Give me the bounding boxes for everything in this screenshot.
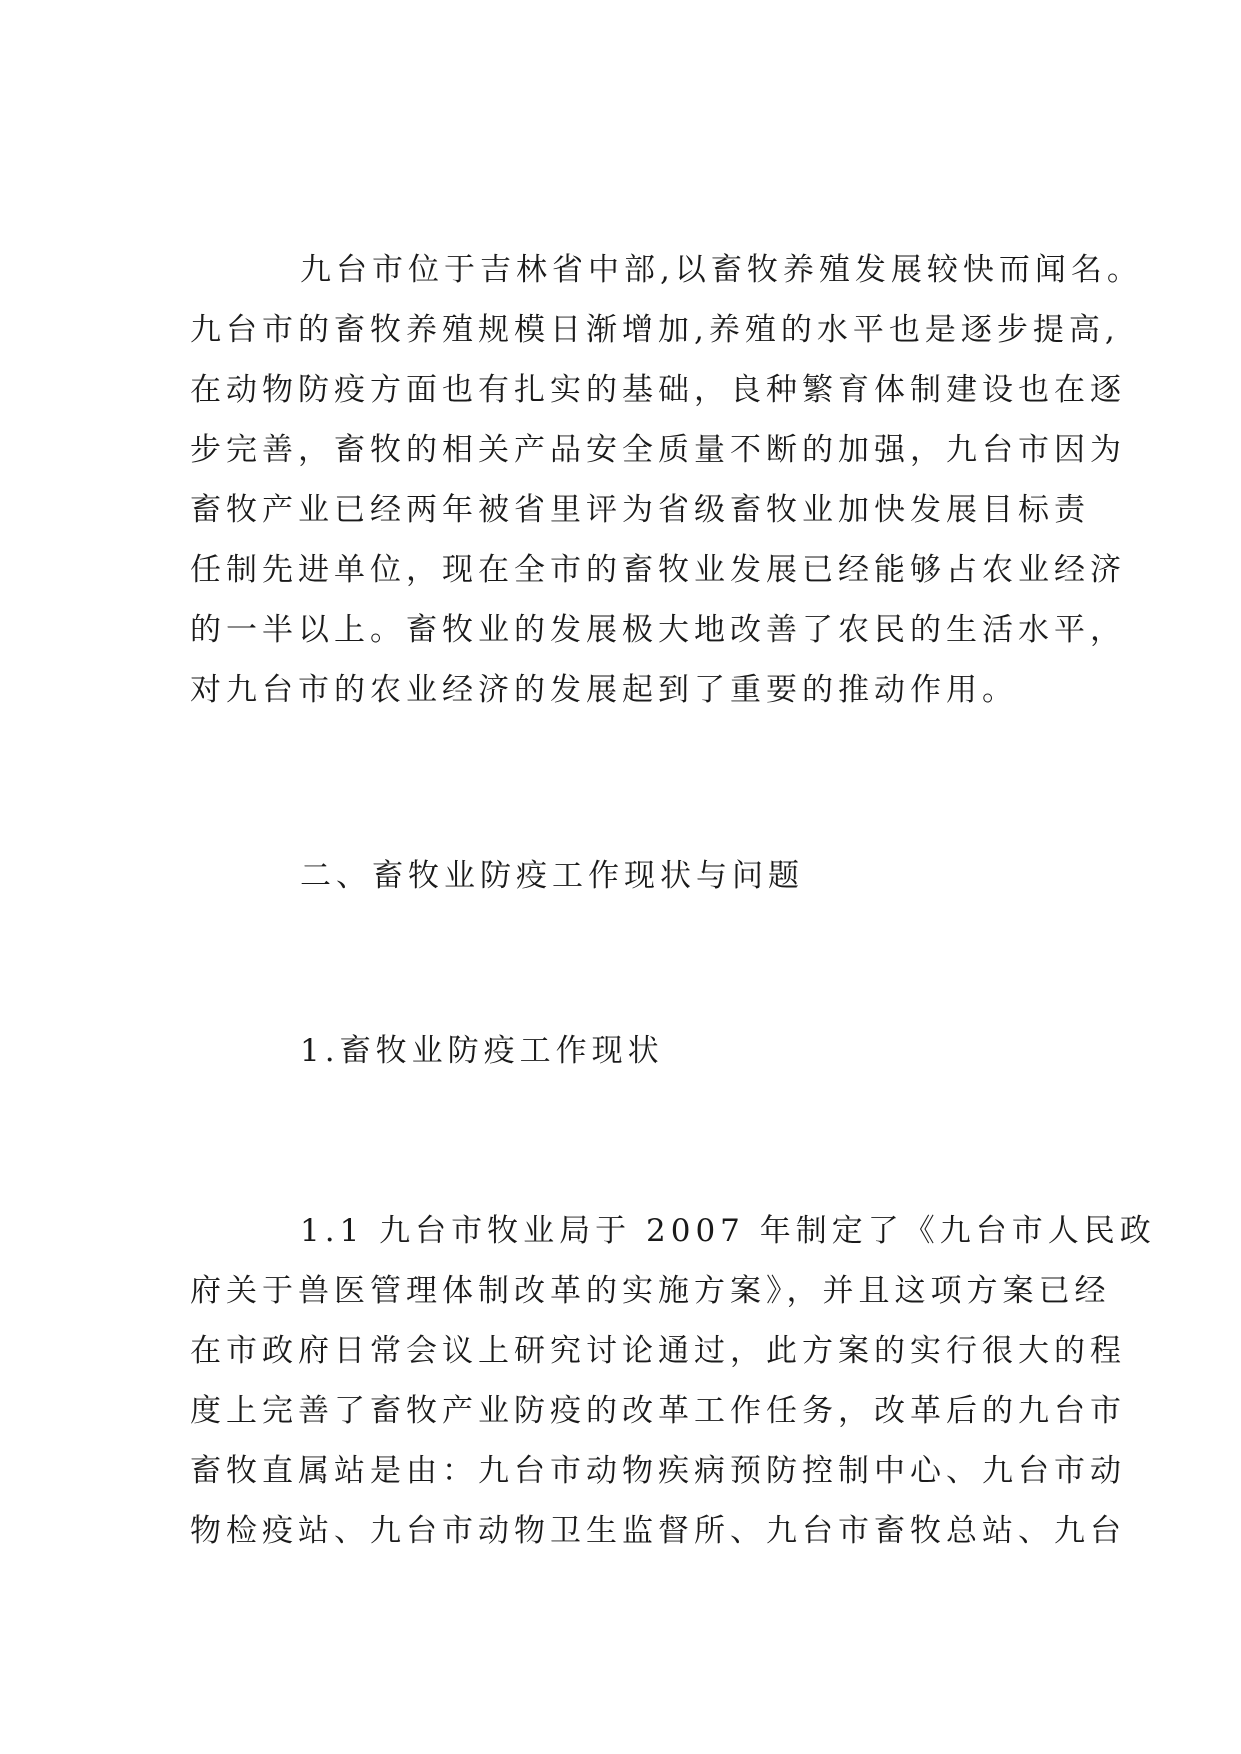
paragraph-1-line-4: 步完善，畜牧的相关产品安全质量不断的加强，九台市因为 <box>190 432 1126 468</box>
paragraph-1-line-7: 的一半以上。畜牧业的发展极大地改善了农民的生活水平， <box>190 612 1126 648</box>
paragraph-2-line-1: 1.1 九台市牧业局于 2007 年制定了《九台市人民政 <box>300 1213 1156 1249</box>
section-heading: 二、畜牧业防疫工作现状与问题 <box>300 858 804 894</box>
paragraph-1-line-5: 畜牧产业已经两年被省里评为省级畜牧业加快发展目标责 <box>190 492 1090 528</box>
paragraph-1-line-3: 在动物防疫方面也有扎实的基础，良种繁育体制建设也在逐 <box>190 372 1126 408</box>
paragraph-1-line-1: 九台市位于吉林省中部,以畜牧养殖发展较快而闻名。 <box>300 252 1143 288</box>
paragraph-2-line-5: 畜牧直属站是由：九台市动物疾病预防控制中心、九台市动 <box>190 1453 1126 1489</box>
paragraph-2-line-2: 府关于兽医管理体制改革的实施方案》，并且这项方案已经 <box>190 1273 1111 1309</box>
paragraph-2-line-3: 在市政府日常会议上研究讨论通过，此方案的实行很大的程 <box>190 1333 1126 1369</box>
subsection-heading: 1.畜牧业防疫工作现状 <box>300 1033 664 1069</box>
paragraph-2-line-4: 度上完善了畜牧产业防疫的改革工作任务，改革后的九台市 <box>190 1393 1126 1429</box>
paragraph-1-line-6: 任制先进单位，现在全市的畜牧业发展已经能够占农业经济 <box>190 552 1126 588</box>
paragraph-1-line-8: 对九台市的农业经济的发展起到了重要的推动作用。 <box>190 672 1018 708</box>
paragraph-2-line-6: 物检疫站、九台市动物卫生监督所、九台市畜牧总站、九台 <box>190 1513 1126 1549</box>
paragraph-1-line-2: 九台市的畜牧养殖规模日渐增加,养殖的水平也是逐步提高, <box>190 312 1120 348</box>
